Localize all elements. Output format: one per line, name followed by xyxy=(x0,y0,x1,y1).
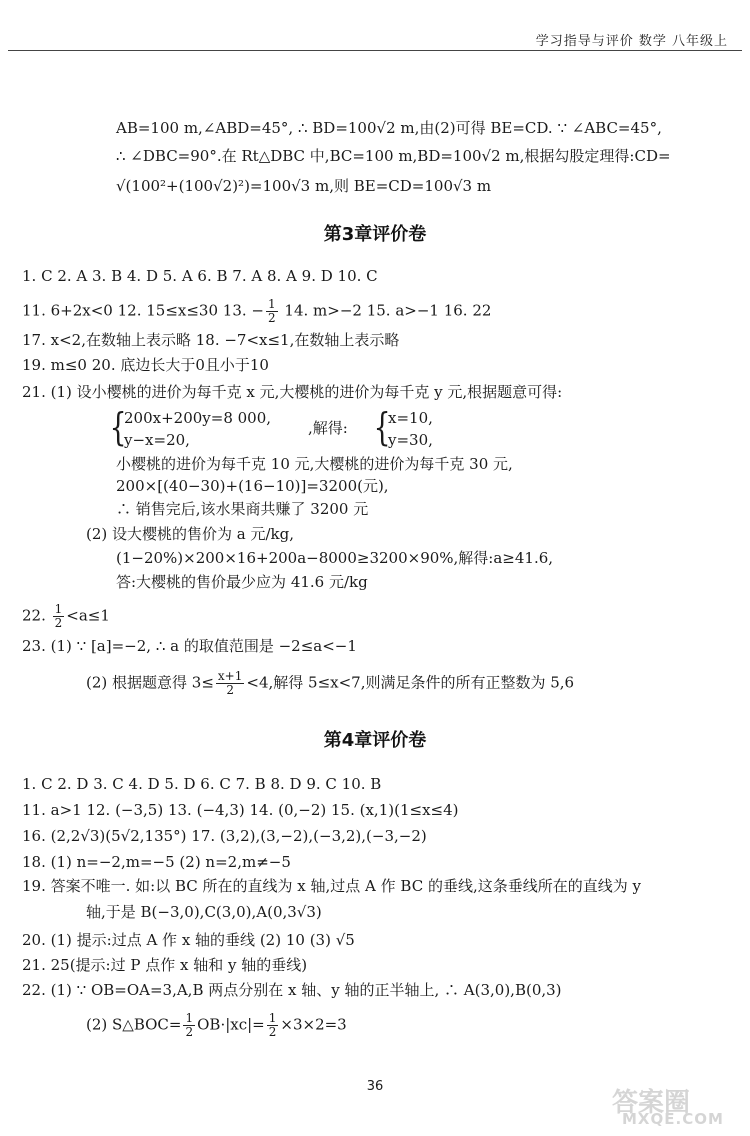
ch3-q21-eq-1: 200x+200y=8 000, xyxy=(124,409,272,427)
ch4-q22-2-a: (2) S△BOC= xyxy=(86,1015,182,1034)
ch3-q23-2 xyxy=(86,670,574,697)
intro-line-1: AB=100 m,∠ABD=45°, ∴ BD=100√2 m,由(2)可得 BE=CD. ∵ ∠ABC=45°, xyxy=(116,119,662,137)
ch3-row-1: 1. C 2. A 3. B 4. D 5. A 6. B 7. A 8. A 9. D 10. C xyxy=(22,267,378,285)
ch3-row-2-a: 11. 6+2x<0 12. 15≤x≤30 13. − xyxy=(22,301,264,320)
ch4-row-1: 1. C 2. D 3. C 4. D 5. D 6. C 7. B 8. D 9. C 10. B xyxy=(22,775,382,793)
ch3-q21-1: 21. (1) 设小樱桃的进价为每千克 x 元,大樱桃的进价为每千克 y 元,根据题意可得: xyxy=(22,383,563,401)
ch3-q21-sol-2: y=30, xyxy=(388,431,433,449)
ch3-row-4: 19. m≤0 20. 底边长大于0且小于10 xyxy=(22,356,269,374)
ch4-q22-1: 22. (1) ∵ OB=OA=3,A,B 两点分别在 x 轴、y 轴的正半轴上, ∴ A(3,0),B(0,3) xyxy=(22,981,562,999)
ch3-q22-label: 22. xyxy=(22,606,46,625)
ch3-q22-fraction: $\frac{1}{2}$ xyxy=(54,602,63,630)
ch3-row-2 xyxy=(22,298,491,325)
ch3-q21-2c: 答:大樱桃的售价最少应为 41.6 元/kg xyxy=(116,573,368,591)
intro-line-2: ∴ ∠DBC=90°.在 Rt△DBC 中,BC=100 m,BD=100√2 m,根据勾股定理得:CD= xyxy=(116,147,671,165)
ch3-q22 xyxy=(22,603,110,630)
ch4-row-2: 11. a>1 12. (−3,5) 13. (−4,3) 14. (0,−2) 15. (x,1)(1≤x≤4) xyxy=(22,801,459,819)
ch4-q22-2 xyxy=(86,1012,347,1039)
ch4-q22-fraction-1: $\frac{1}{2}$ xyxy=(185,1011,194,1039)
page-number: 36 xyxy=(366,1079,384,1094)
ch4-q19-a: 19. 答案不唯一. 如:以 BC 所在的直线为 x 轴,过点 A 作 BC 的垂线,这条垂线所在的直线为 y xyxy=(22,877,641,895)
ch3-q23-1: 23. (1) ∵ [a]=−2, ∴ a 的取值范围是 −2≤a<−1 xyxy=(22,637,357,655)
ch4-q19-b: 轴,于是 B(−3,0),C(3,0),A(0,3√3) xyxy=(86,903,322,921)
ch3-q23-2-a: (2) 根据题意得 3≤ xyxy=(86,673,214,692)
ch4-q22-fraction-2: $\frac{1}{2}$ xyxy=(268,1011,277,1039)
ch4-q22-2-c: ×3×2=3 xyxy=(280,1015,347,1034)
ch3-q21-2a: (2) 设大樱桃的售价为 a 元/kg, xyxy=(86,525,295,543)
ch3-q21-line-5: ∴ 销售完后,该水果商共赚了 3200 元 xyxy=(116,500,369,518)
ch4-q20: 20. (1) 提示:过点 A 作 x 轴的垂线 (2) 10 (3) √5 xyxy=(22,931,355,949)
ch3-q23-fraction: $\frac{x+1}{2}$ xyxy=(217,669,243,697)
ch4-q21: 21. 25(提示:过 P 点作 x 轴和 y 轴的垂线) xyxy=(22,956,308,974)
left-brace-icon: { xyxy=(109,405,127,449)
ch3-q21-system xyxy=(109,405,492,452)
watermark-url-text: MXQE.COM xyxy=(622,1110,724,1128)
left-brace-icon: { xyxy=(373,405,391,449)
ch3-q21-eq-2: y−x=20, xyxy=(124,431,190,449)
ch3-q21-solve-label: ,解得: xyxy=(308,419,348,437)
ch4-q22-2-b: OB·|xc|= xyxy=(197,1015,265,1034)
ch3-q21-line-3: 小樱桃的进价为每千克 10 元,大樱桃的进价为每千克 30 元, xyxy=(116,455,513,473)
ch3-q21-2b: (1−20%)×200×16+200a−8000≥3200×90%,解得:a≥41.6, xyxy=(116,549,554,567)
header-title: 学习指导与评价 数学 八年级上 xyxy=(535,34,728,49)
ch3-q21-line-4: 200×[(40−30)+(16−10)]=3200(元), xyxy=(116,477,389,495)
ch3-row-2-b: 14. m>−2 15. a>−1 16. 22 xyxy=(284,301,492,320)
ch3-q22-rest: <a≤1 xyxy=(66,606,110,625)
ch3-q13-fraction: $\frac{1}{2}$ xyxy=(267,297,276,325)
ch3-row-3: 17. x<2,在数轴上表示略 18. −7<x≤1,在数轴上表示略 xyxy=(22,331,400,349)
watermark-logo xyxy=(612,1082,742,1128)
intro-line-3: √(100²+(100√2)²)=100√3 m,则 BE=CD=100√3 m xyxy=(116,177,492,195)
ch4-row-3: 16. (2,2√3)(5√2,135°) 17. (3,2),(3,−2),(−3,2),(−3,−2) xyxy=(22,827,427,845)
chapter-4-title: 第4章评价卷 xyxy=(323,730,427,751)
ch3-q21-sol-1: x=10, xyxy=(388,409,433,427)
ch4-row-4: 18. (1) n=−2,m=−5 (2) n=2,m≠−5 xyxy=(22,853,291,871)
chapter-3-title: 第3章评价卷 xyxy=(323,224,427,245)
ch3-q23-2-b: <4,解得 5≤x<7,则满足条件的所有正整数为 5,6 xyxy=(246,673,575,692)
watermark-logo-text: 答案圈 xyxy=(612,1088,691,1118)
header-rule xyxy=(8,50,742,51)
